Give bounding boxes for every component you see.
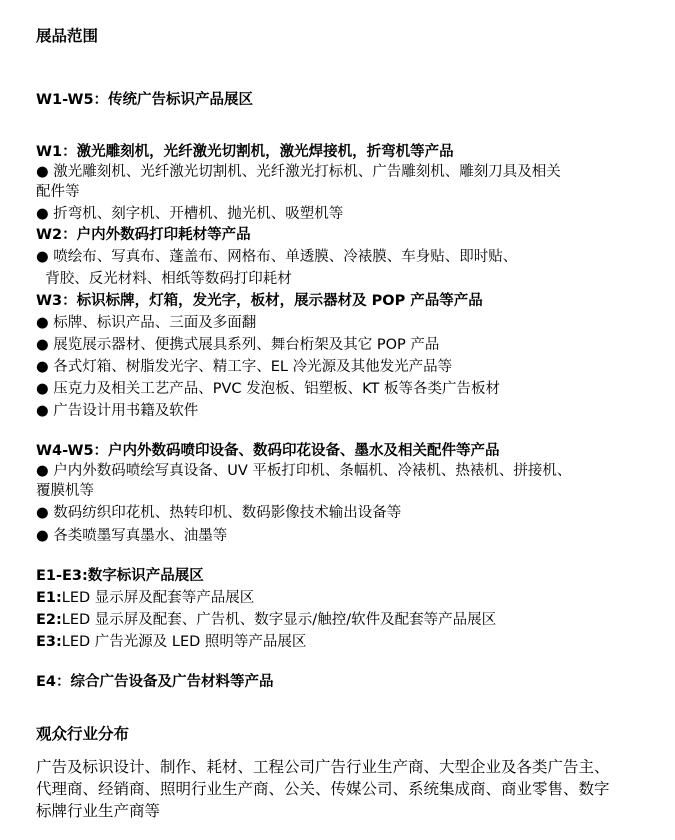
w45-item: ● 户内外数码喷绘写真设备、UV 平板打印机、条幅机、冷裱机、热裱机、拼接机、 [36,463,572,479]
e-item-code: E3: [36,634,62,650]
w3-title: W3：标识标牌，灯箱，发光字，板材，展示器材及 POP 产品等产品 [36,293,483,309]
w3-item: ● 展览展示器材、便携式展具系列、舞台桁架及其它 POP 产品 [36,337,440,353]
w3-item: ● 压克力及相关工艺产品、PVC 发泡板、铝塑板、KT 板等各类广告板材 [36,381,501,397]
e-item-text: LED 显示屏及配套、广告机、数字显示/触控/软件及配套等产品展区 [61,612,497,628]
w2-title: W2：户内外数码打印耗材等产品 [36,227,251,243]
w3-item: ● 标牌、标识产品、三面及多面翻 [36,315,257,331]
w45-item: ● 各类喷墨写真墨水、油墨等 [36,528,228,544]
e-item [36,632,306,652]
w1-item: ● 折弯机、刻字机、开槽机、抛光机、吸塑机等 [36,206,344,222]
audience-line: 代理商、经销商、照明行业生产商、公关、传媒公司、系统集成商、商业零售、数字 [36,780,610,798]
e-item-text: LED 广告光源及 LED 照明等产品展区 [61,634,307,650]
w45-item: ● 数码纺织印花机、热转印机、数码影像技术输出设备等 [36,505,402,521]
w3-item: ● 各式灯箱、树脂发光字、精工字、EL 冷光源及其他发光产品等 [36,359,453,375]
exhibits-heading: 展品范围 [36,27,99,45]
w1-item: 配件等 [36,184,80,200]
section-e-title: E1-E3:数字标识产品展区 [36,568,204,584]
e4-title: E4：综合广告设备及广告材料等产品 [36,674,274,690]
w45-title: W4-W5：户内外数码喷印设备、数码印花设备、墨水及相关配件等产品 [36,443,500,459]
w1-item: ● 激光雕刻机、光纤激光切割机、光纤激光打标机、广告雕刻机、雕刻刀具及相关 [36,164,561,180]
audience-line: 标牌行业生产商等 [36,802,161,820]
w2-item: ● 喷绘布、写真布、蓬盖布、网格布、单透膜、冷裱膜、车身贴、即时贴、 [36,249,518,265]
e-item-text: LED 显示屏及配套等产品展区 [61,590,255,606]
w1-title: W1：激光雕刻机，光纤激光切割机，激光焊接机，折弯机等产品 [36,144,454,160]
w45-item: 覆膜机等 [36,483,94,499]
audience-line: 广告及标识设计、制作、耗材、工程公司广告行业生产商、大型企业及各类广告主、 [36,758,610,776]
audience-heading: 观众行业分布 [36,725,130,743]
e-item [36,588,254,608]
e-item [36,610,496,630]
section-w-title: W1-W5：传统广告标识产品展区 [36,92,254,108]
e-item-code: E1: [36,590,62,606]
e-item-code: E2: [36,612,62,628]
w3-item: ● 广告设计用书籍及软件 [36,403,199,419]
w2-item: 背胶、反光材料、相纸等数码打印耗材 [36,271,292,287]
